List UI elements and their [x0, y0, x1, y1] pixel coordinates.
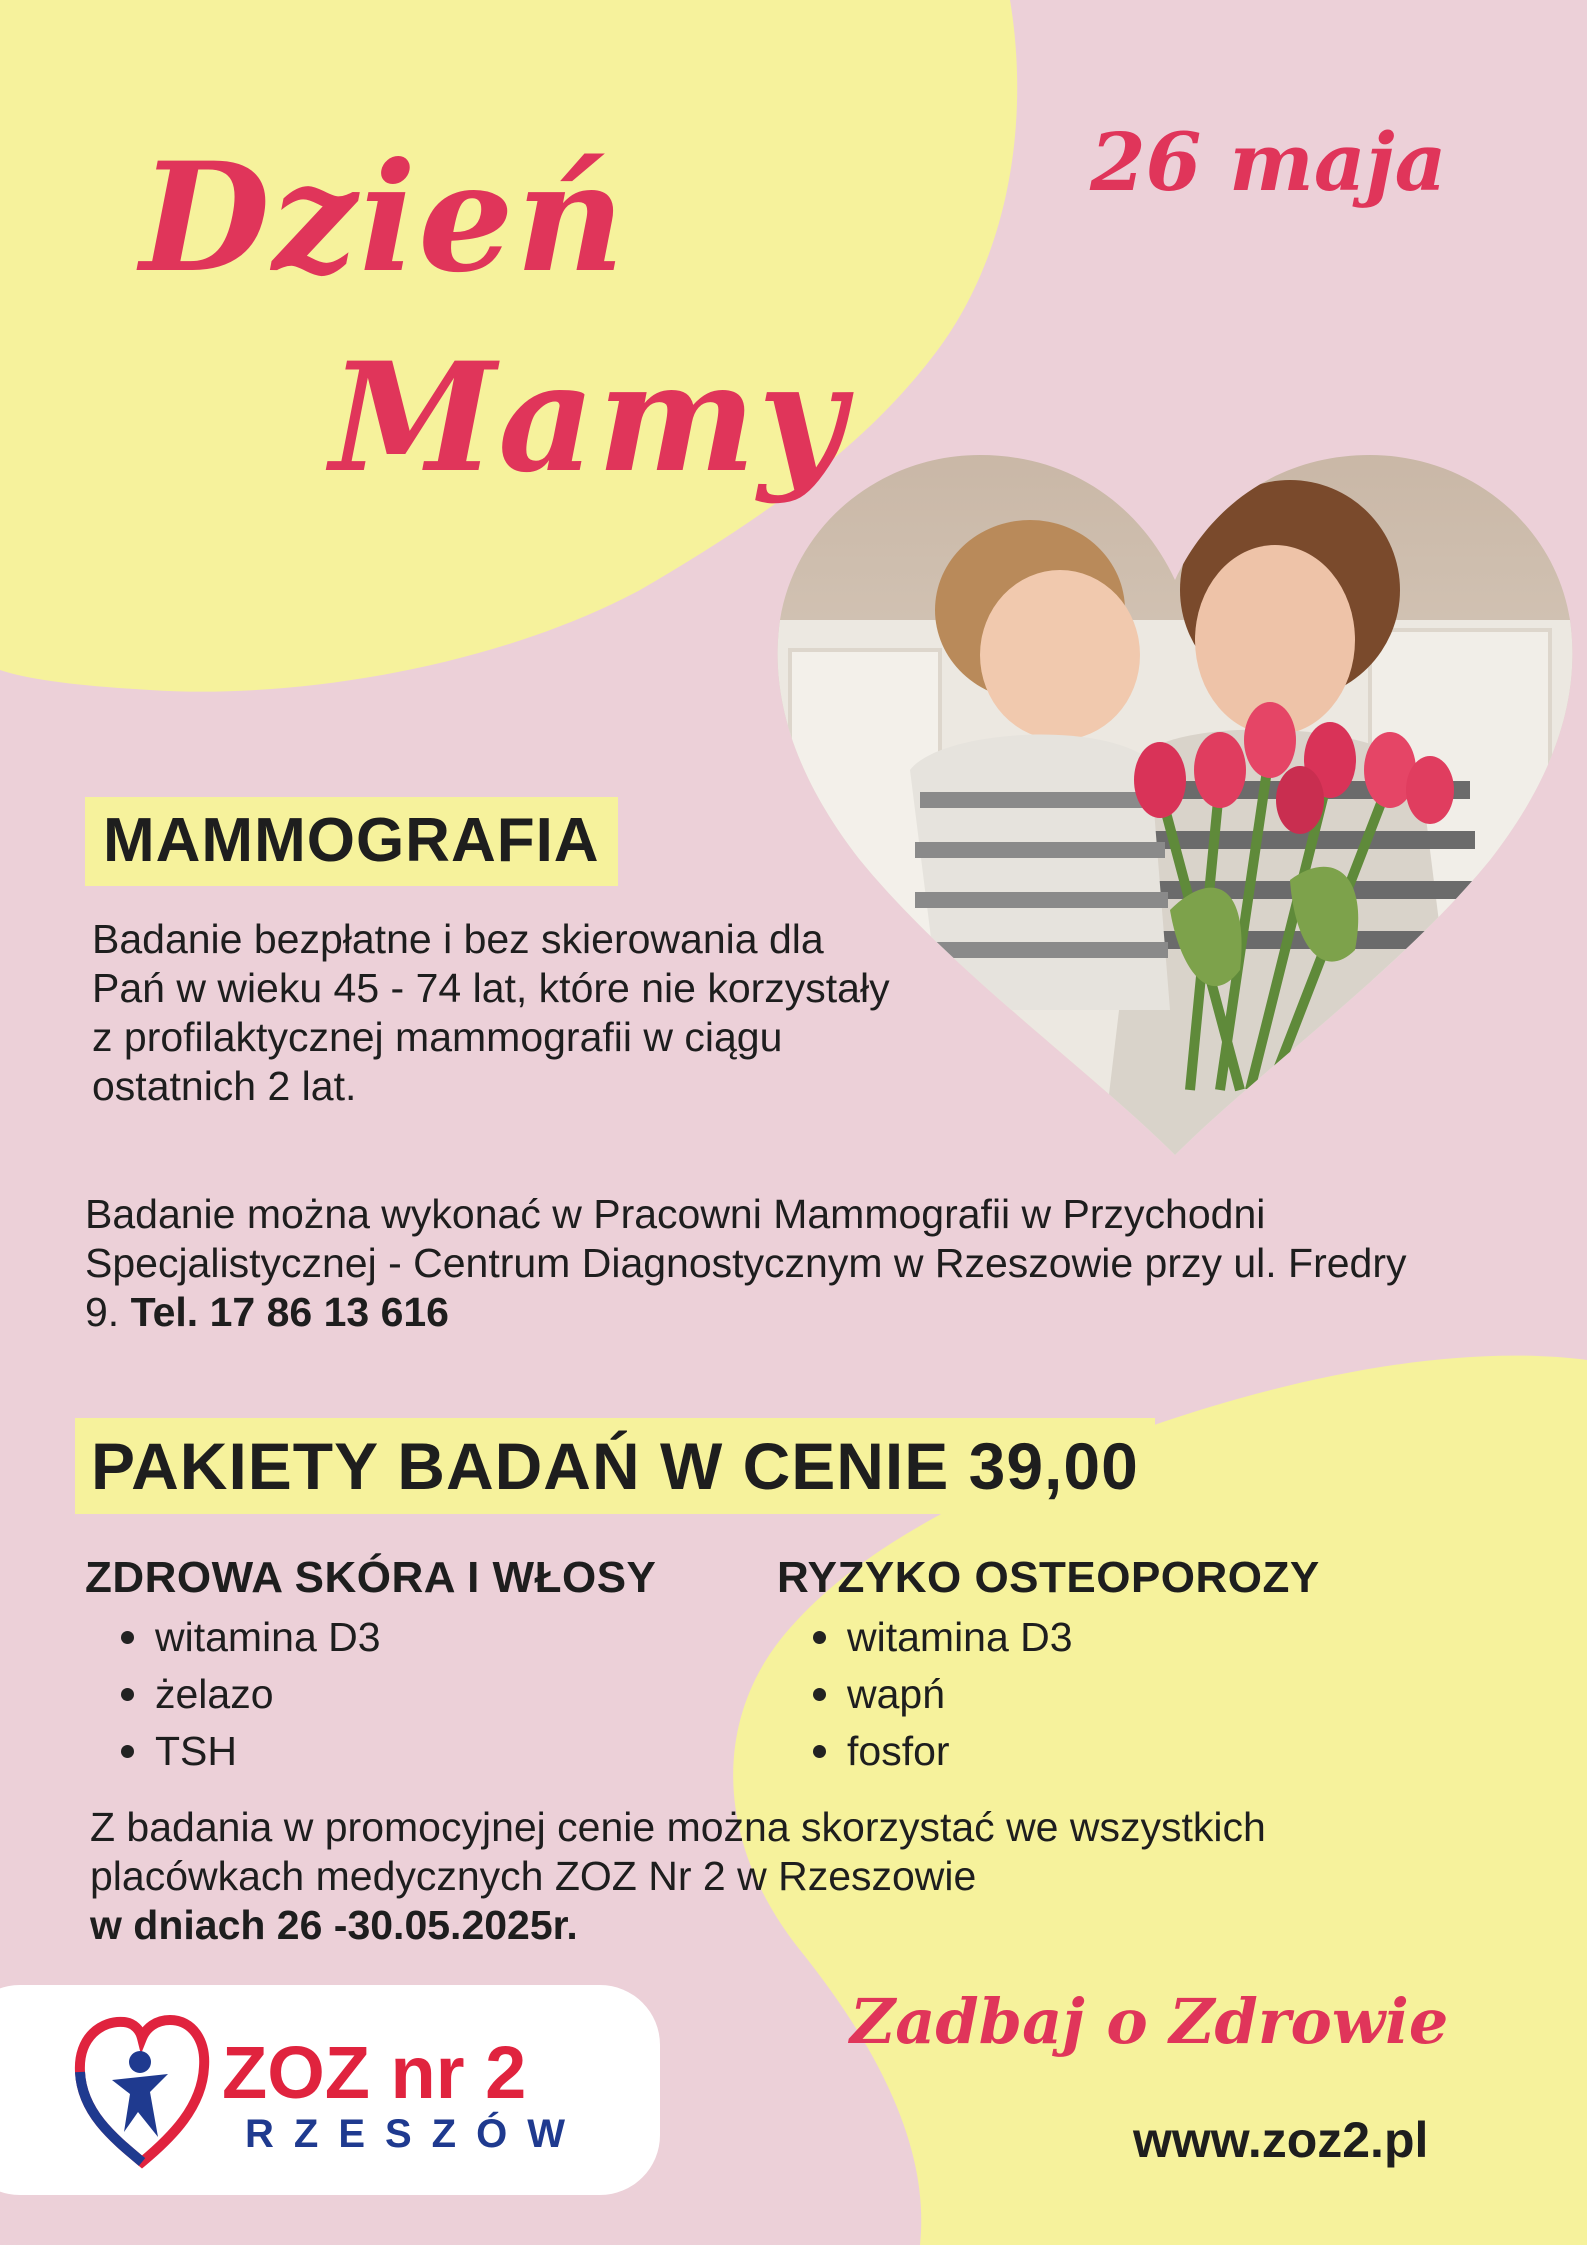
mammography-heading: MAMMOGRAFIA: [85, 797, 618, 886]
logo-name: ZOZ nr 2: [222, 2031, 527, 2114]
package-osteoporosis-title: RYZYKO OSTEOPOROZY: [777, 1553, 1320, 1602]
promo-text: [90, 1803, 1440, 1950]
list-item: fosfor: [847, 1723, 1320, 1780]
package-osteoporosis: [777, 1553, 1320, 1780]
list-item: żelazo: [155, 1666, 656, 1723]
list-item: wapń: [847, 1666, 1320, 1723]
event-date: 26 maja: [1090, 115, 1447, 209]
list-item: witamina D3: [155, 1609, 656, 1666]
package-skin-hair: [85, 1553, 656, 1780]
list-item: witamina D3: [847, 1609, 1320, 1666]
zoz-heart-logo-icon: [72, 2012, 212, 2172]
promo-dates: w dniach 26 -30.05.2025r.: [90, 1902, 578, 1948]
child-body: [910, 735, 1170, 1010]
phone-number: Tel. 17 86 13 616: [130, 1289, 449, 1335]
package-skin-hair-title: ZDROWA SKÓRA I WŁOSY: [85, 1553, 657, 1602]
mammography-location: [85, 1190, 1435, 1337]
title-line-2: Mamy: [330, 330, 848, 506]
list-item: TSH: [155, 1723, 656, 1780]
promo-body: Z badania w promocyjnej cenie można skorzystać we wszystkich placówkach medycznych ZOZ Nr 2 w Rzeszowie: [90, 1804, 1266, 1899]
logo-city: RZESZÓW: [245, 2112, 585, 2156]
title-line-1: Dzień: [140, 130, 627, 306]
package-osteoporosis-list: [777, 1609, 1320, 1780]
website-link[interactable]: www.zoz2.pl: [1115, 2105, 1446, 2175]
child-face: [980, 570, 1140, 740]
slogan: Zadbaj o Zdrowie: [850, 1985, 1449, 2058]
package-skin-hair-list: [85, 1609, 656, 1780]
packages-heading: PAKIETY BADAŃ W CENIE 39,00: [75, 1418, 1155, 1514]
location-text: Badanie można wykonać w Pracowni Mammografii w Przychodni Specjalistycznej - Centrum Diagnostycznym w Rzeszowie przy ul. Fredry 9.: [85, 1191, 1407, 1335]
mammography-description: Badanie bezpłatne i bez skierowania dla Pań w wieku 45 - 74 lat, które nie korzystały z profilaktycznej mammografii w ciągu ostatnich 2 lat.: [92, 916, 890, 1109]
